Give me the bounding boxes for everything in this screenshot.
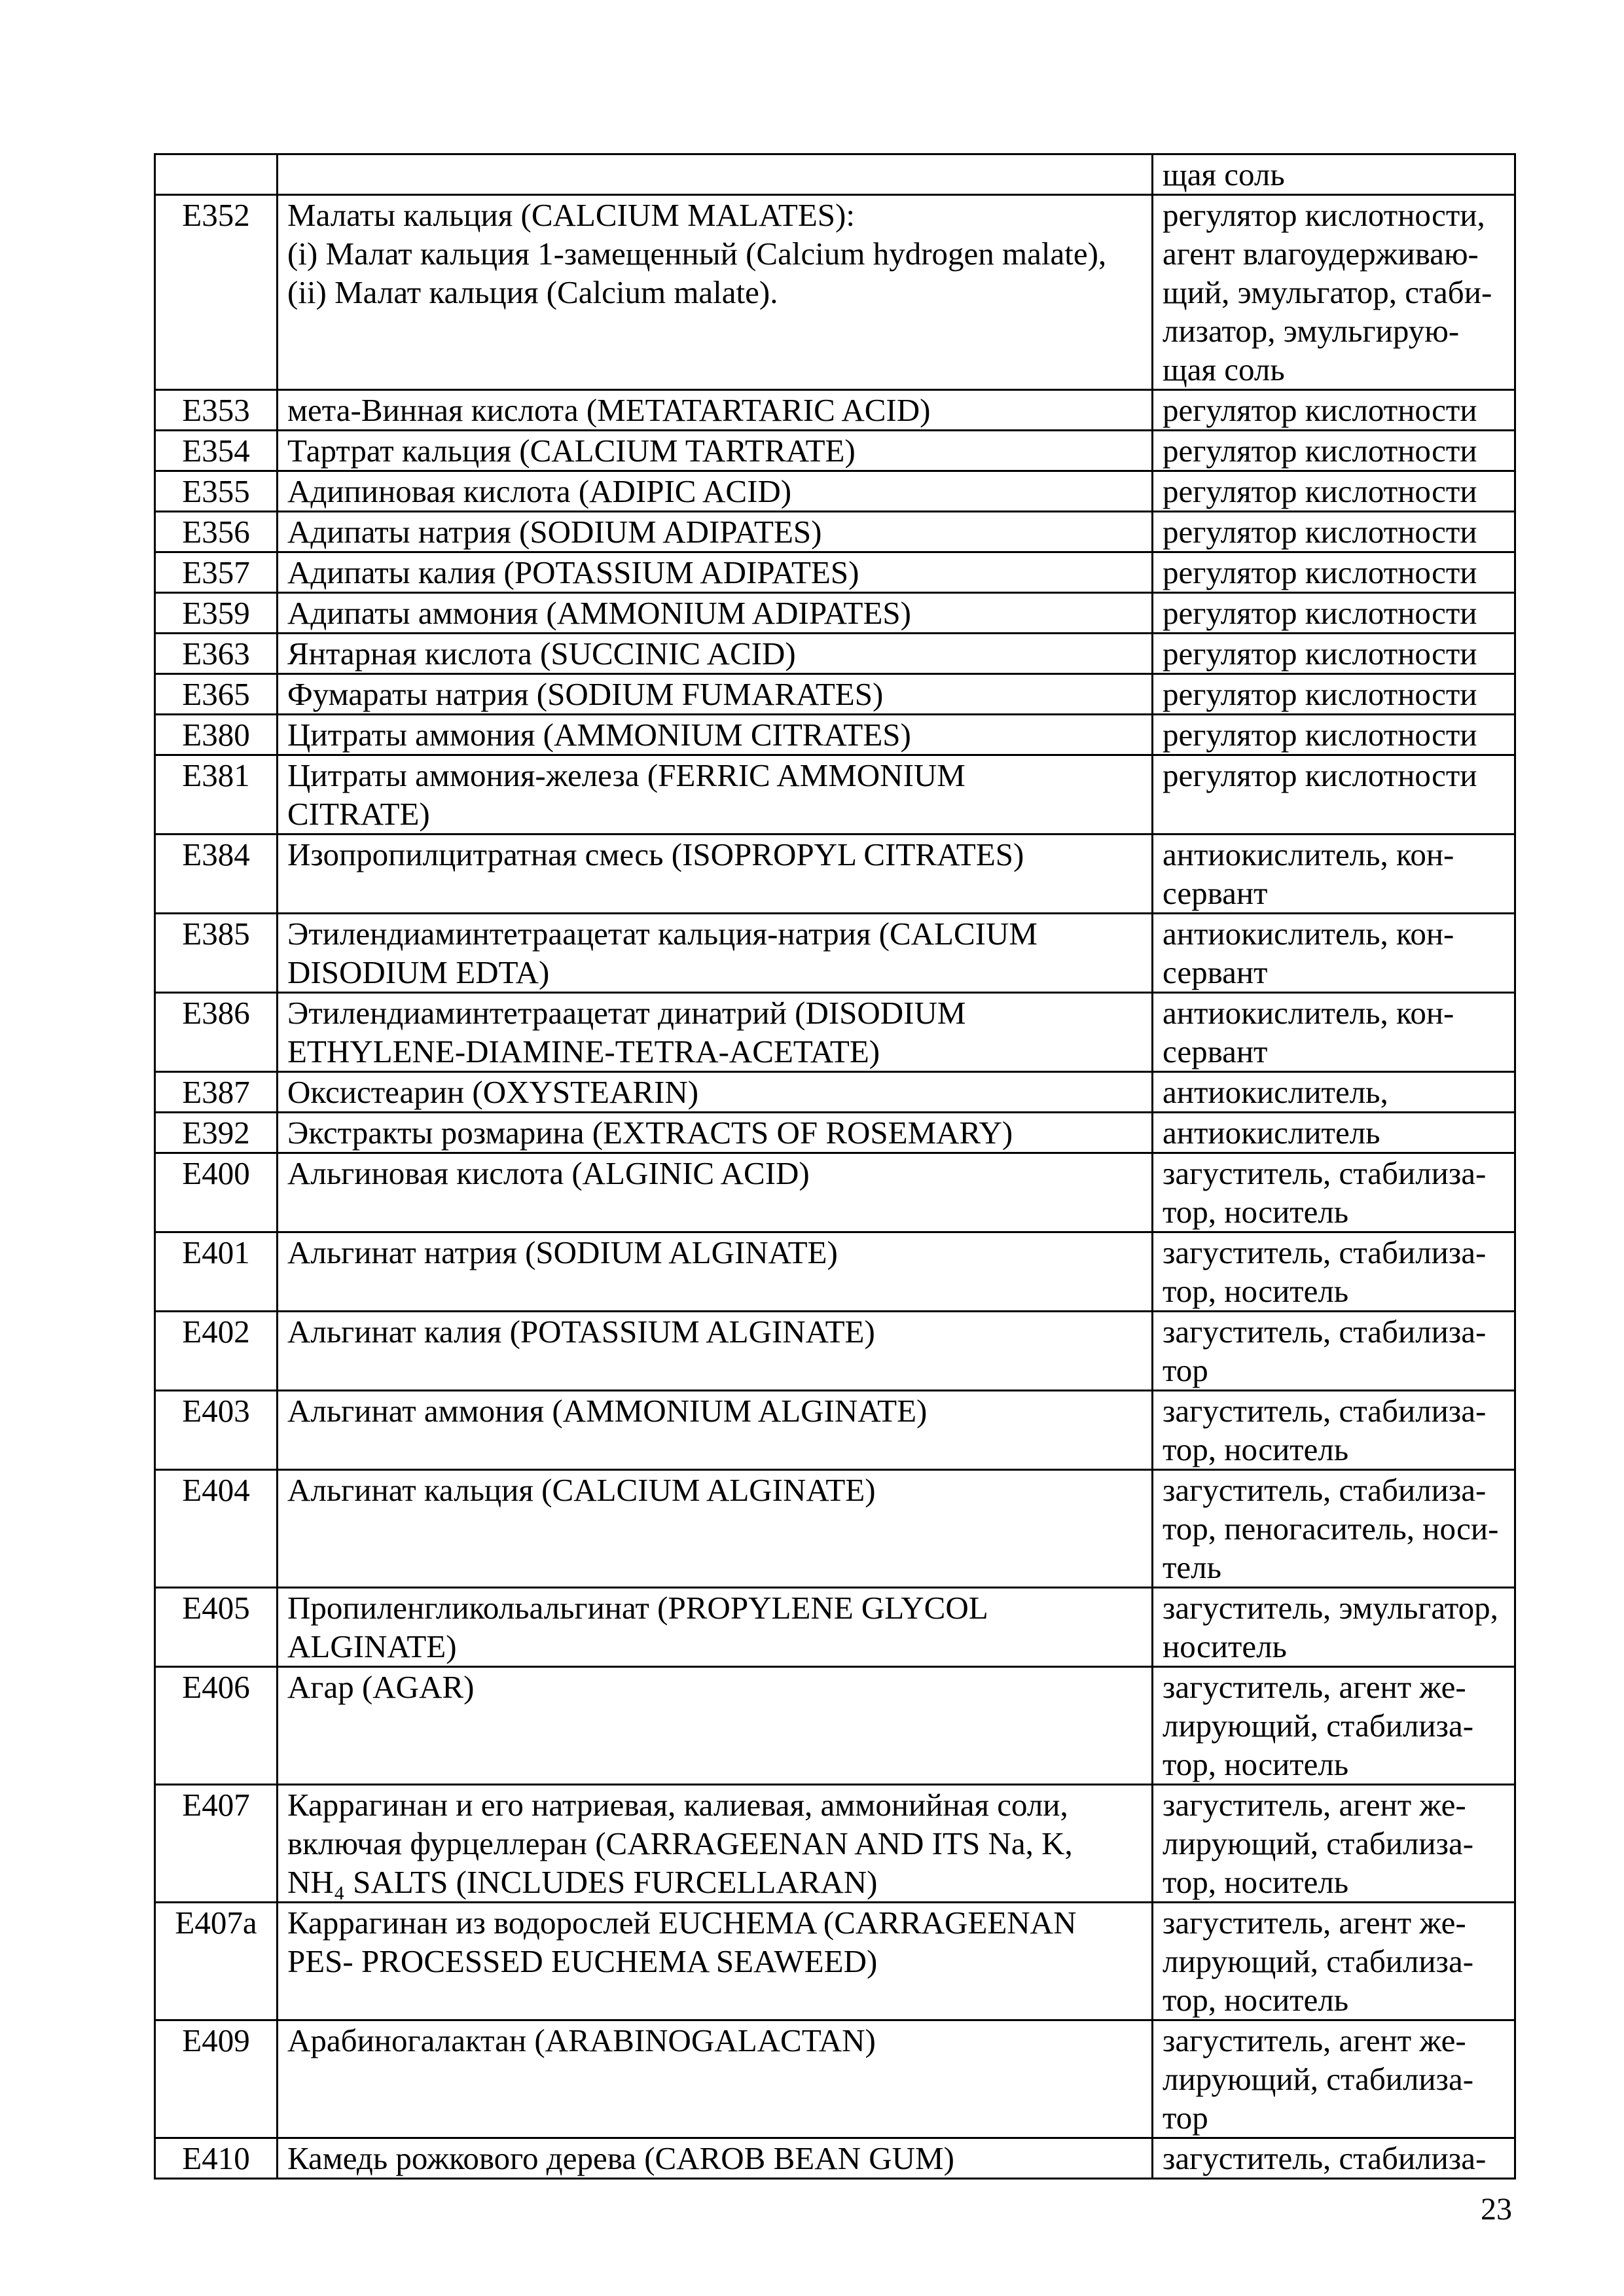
additive-name-cell: Арабиногалактан (ARABINOGALACTAN)	[278, 2020, 1153, 2138]
additive-name-cell: Тартрат кальция (CALCIUM TARTRATE)	[278, 431, 1153, 471]
additive-name-cell: Оксистеарин (OXYSTEARIN)	[278, 1072, 1153, 1113]
additive-function-cell: антиокислитель,	[1153, 1072, 1515, 1113]
additive-code-cell: E386	[155, 993, 278, 1072]
additive-function-cell: антиокислитель, кон- сервант	[1153, 914, 1515, 993]
additive-code-cell: E381	[155, 755, 278, 834]
additive-name-cell: Экстракты розмарина (EXTRACTS OF ROSEMARY)	[278, 1113, 1153, 1153]
additive-function-cell: регулятор кислотности	[1153, 552, 1515, 593]
additive-function-cell: загуститель, стабилиза- тор	[1153, 1312, 1515, 1391]
additive-name-cell: Изопропилцитратная смесь (ISOPROPYL CITRATES)	[278, 834, 1153, 914]
additive-function-cell: регулятор кислотности	[1153, 390, 1515, 431]
table-row	[155, 1903, 1515, 2020]
table-row	[155, 1232, 1515, 1312]
table-row	[155, 2138, 1515, 2179]
additive-code-cell: E406	[155, 1667, 278, 1785]
additive-code-cell: E405	[155, 1588, 278, 1667]
additive-function-cell: регулятор кислотности	[1153, 512, 1515, 552]
table-row	[155, 1153, 1515, 1232]
additive-name-cell: Альгинат кальция (CALCIUM ALGINATE)	[278, 1470, 1153, 1588]
additive-function-cell: загуститель, стабилиза- тор, носитель	[1153, 1391, 1515, 1470]
additive-name-cell: Агар (AGAR)	[278, 1667, 1153, 1785]
additive-function-cell: загуститель, эмульгатор, носитель	[1153, 1588, 1515, 1667]
table-row	[155, 512, 1515, 552]
additive-code-cell: E403	[155, 1391, 278, 1470]
table-row	[155, 1072, 1515, 1113]
additive-name-cell: Фумараты натрия (SODIUM FUMARATES)	[278, 674, 1153, 715]
table-row	[155, 715, 1515, 755]
additive-code-cell: E355	[155, 471, 278, 512]
additive-code-cell: E410	[155, 2138, 278, 2179]
additive-code-cell: E409	[155, 2020, 278, 2138]
table-row	[155, 593, 1515, 634]
table-row	[155, 1667, 1515, 1785]
additive-code-cell: E387	[155, 1072, 278, 1113]
additive-code-cell: E392	[155, 1113, 278, 1153]
additive-code-cell: E385	[155, 914, 278, 993]
additive-function-cell: загуститель, агент же- лирующий, стабилиза- тор, носитель	[1153, 1903, 1515, 2020]
table-row	[155, 993, 1515, 1072]
additive-function-cell: загуститель, стабилиза-	[1153, 2138, 1515, 2179]
table-row	[155, 914, 1515, 993]
additive-name-cell: Цитраты аммония (AMMONIUM CITRATES)	[278, 715, 1153, 755]
additive-name-cell: Цитраты аммония-железа (FERRIC AMMONIUM CITRATE)	[278, 755, 1153, 834]
additive-function-cell: регулятор кислотности	[1153, 593, 1515, 634]
additive-name-cell: Альгиновая кислота (ALGINIC ACID)	[278, 1153, 1153, 1232]
table-row	[155, 634, 1515, 674]
additive-name-cell: Адипаты аммония (AMMONIUM ADIPATES)	[278, 593, 1153, 634]
additive-name-cell: Этилендиаминтетраацетат кальция-натрия (CALCIUM DISODIUM EDTA)	[278, 914, 1153, 993]
additive-code-cell: E407a	[155, 1903, 278, 2020]
additive-code-cell: E357	[155, 552, 278, 593]
additive-code-cell: E363	[155, 634, 278, 674]
additive-function-cell: щая соль	[1153, 154, 1515, 195]
additive-name-cell: Альгинат калия (POTASSIUM ALGINATE)	[278, 1312, 1153, 1391]
additive-name-cell: Альгинат натрия (SODIUM ALGINATE)	[278, 1232, 1153, 1312]
additives-table	[154, 153, 1516, 2179]
additive-code-cell: E404	[155, 1470, 278, 1588]
additive-name-cell: Каррагинан из водорослей EUCHEMA (CARRAGEENAN PES- PROCESSED EUCHEMA SEAWEED)	[278, 1903, 1153, 2020]
additive-function-cell: загуститель, стабилиза- тор, пеногаситель, носи- тель	[1153, 1470, 1515, 1588]
table-row	[155, 154, 1515, 195]
additive-function-cell: регулятор кислотности	[1153, 755, 1515, 834]
additive-name-cell	[278, 154, 1153, 195]
table-row	[155, 1113, 1515, 1153]
additive-name-cell: Адипаты калия (POTASSIUM ADIPATES)	[278, 552, 1153, 593]
additive-function-cell: антиокислитель	[1153, 1113, 1515, 1153]
additive-code-cell: E380	[155, 715, 278, 755]
additive-name-cell: Камедь рожкового дерева (CAROB BEAN GUM)	[278, 2138, 1153, 2179]
table-row	[155, 390, 1515, 431]
table-row	[155, 195, 1515, 390]
additive-name-cell: Адипаты натрия (SODIUM ADIPATES)	[278, 512, 1153, 552]
additive-function-cell: регулятор кислотности	[1153, 634, 1515, 674]
additive-code-cell: E400	[155, 1153, 278, 1232]
additive-code-cell: E401	[155, 1232, 278, 1312]
table-row	[155, 431, 1515, 471]
additive-code-cell: E356	[155, 512, 278, 552]
additive-code-cell: E352	[155, 195, 278, 390]
additive-function-cell: регулятор кислотности	[1153, 674, 1515, 715]
additive-code-cell: E402	[155, 1312, 278, 1391]
table-row	[155, 2020, 1515, 2138]
additive-function-cell: регулятор кислотности, агент влагоудерживаю- щий, эмульгатор, стаби- лизатор, эмульгирую- щая соль	[1153, 195, 1515, 390]
additive-code-cell: E359	[155, 593, 278, 634]
additive-function-cell: загуститель, агент же- лирующий, стабилиза- тор, носитель	[1153, 1667, 1515, 1785]
additive-function-cell: антиокислитель, кон- сервант	[1153, 993, 1515, 1072]
additive-function-cell: загуститель, агент же- лирующий, стабилиза- тор, носитель	[1153, 1785, 1515, 1903]
additive-name-cell: Янтарная кислота (SUCCINIC ACID)	[278, 634, 1153, 674]
table-row	[155, 1391, 1515, 1470]
additive-code-cell: E353	[155, 390, 278, 431]
additive-function-cell: загуститель, агент же- лирующий, стабилиза- тор	[1153, 2020, 1515, 2138]
table-row	[155, 755, 1515, 834]
table-row	[155, 674, 1515, 715]
table-row	[155, 552, 1515, 593]
additive-code-cell	[155, 154, 278, 195]
additive-code-cell: E384	[155, 834, 278, 914]
additive-function-cell: регулятор кислотности	[1153, 431, 1515, 471]
additive-code-cell: E365	[155, 674, 278, 715]
additive-function-cell: загуститель, стабилиза- тор, носитель	[1153, 1153, 1515, 1232]
additive-name-cell: Адипиновая кислота (ADIPIC ACID)	[278, 471, 1153, 512]
additive-name-cell: Малаты кальция (CALCIUM MALATES): (i) Малат кальция 1-замещенный (Calcium hydrogen malate), (ii) Малат кальция (Calcium malate).	[278, 195, 1153, 390]
additive-function-cell: загуститель, стабилиза- тор, носитель	[1153, 1232, 1515, 1312]
additives-table-body	[155, 154, 1515, 2179]
table-row	[155, 1785, 1515, 1903]
page-number: 23	[1481, 2192, 1512, 2227]
additive-function-cell: регулятор кислотности	[1153, 471, 1515, 512]
table-row	[155, 1312, 1515, 1391]
additive-name-cell: Пропиленгликольальгинат (PROPYLENE GLYCOL ALGINATE)	[278, 1588, 1153, 1667]
additive-name-cell: мета-Винная кислота (METATARTARIC ACID)	[278, 390, 1153, 431]
additive-function-cell: регулятор кислотности	[1153, 715, 1515, 755]
additive-name-cell: Альгинат аммония (AMMONIUM ALGINATE)	[278, 1391, 1153, 1470]
additive-name-cell: Этилендиаминтетраацетат динатрий (DISODIUM ETHYLENE-DIAMINE-TETRA-ACETATE)	[278, 993, 1153, 1072]
additive-code-cell: E407	[155, 1785, 278, 1903]
additive-function-cell: антиокислитель, кон- сервант	[1153, 834, 1515, 914]
table-row	[155, 471, 1515, 512]
table-row	[155, 1470, 1515, 1588]
additive-name-cell: Каррагинан и его натриевая, калиевая, аммонийная соли, включая фурцеллеран (CARRAGEENAN AND ITS Na, K, NH₄ SALTS (INCLUDES FURCELLARAN)	[278, 1785, 1153, 1903]
table-row	[155, 834, 1515, 914]
table-row	[155, 1588, 1515, 1667]
additive-code-cell: E354	[155, 431, 278, 471]
